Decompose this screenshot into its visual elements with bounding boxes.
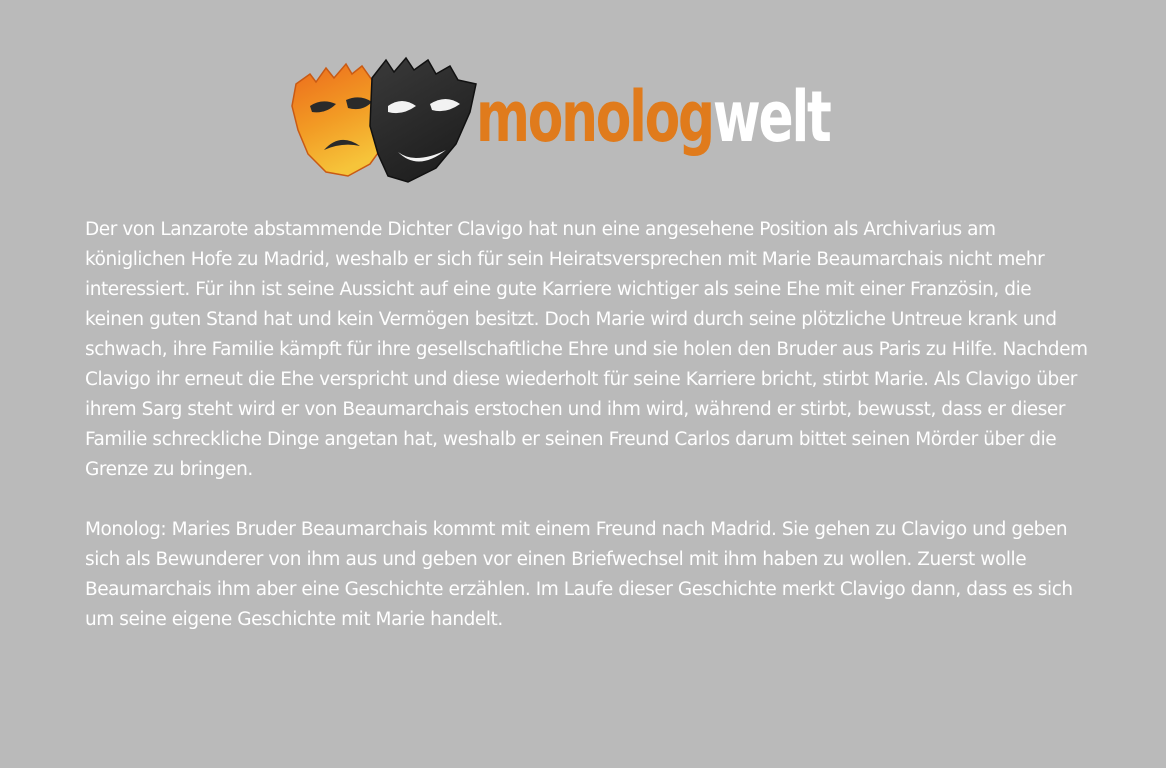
monolog-paragraph: Monolog: Maries Bruder Beaumarchais kommt mit einem Freund nach Madrid. Sie gehen zu Clavigo und geben sich als Bewunderer von ihm aus und geben vor einen Briefwechsel mit ihm haben zu wollen. Zuerst wolle Beaumarchais ihm aber eine Geschichte erzählen. Im Laufe dieser Geschichte merkt Clavigo dann, dass es sich um seine eigene Geschichte mit Marie handelt.: [85, 519, 1073, 630]
monologwelt-logo: [290, 54, 850, 184]
description-text: [85, 215, 1095, 635]
logo-word-monolog: monolog: [476, 76, 713, 158]
dark-mask-icon: [370, 58, 476, 182]
theater-masks-icon: [290, 54, 480, 184]
logo-wordmark: [476, 72, 830, 162]
logo-word-welt: welt: [712, 76, 830, 158]
summary-paragraph: Der von Lanzarote abstammende Dichter Clavigo hat nun eine angesehene Position als Archivarius am königlichen Hofe zu Madrid, weshalb er sich für sein Heiratsversprechen mit Marie Beaumarchais nicht mehr interessiert. Für ihn ist seine Aussicht auf eine gute Karriere wichtiger als seine Ehe mit einer Französin, die keinen guten Stand hat und kein Vermögen besitzt. Doch Marie wird durch seine plötzliche Untreue krank und schwach, ihre Familie kämpft für ihre gesellschaftliche Ehre und sie holen den Bruder aus Paris zu Hilfe. Nachdem Clavigo ihr erneut die Ehe verspricht und diese wiederholt für seine Karriere bricht, stirbt Marie. Als Clavigo über ihrem Sarg steht wird er von Beaumarchais erstochen und ihm wird, während er stirbt, bewusst, dass er dieser Familie schreckliche Dinge angetan hat, weshalb er seinen Freund Carlos darum bittet seinen Mörder über die Grenze zu bringen.: [85, 219, 1088, 480]
